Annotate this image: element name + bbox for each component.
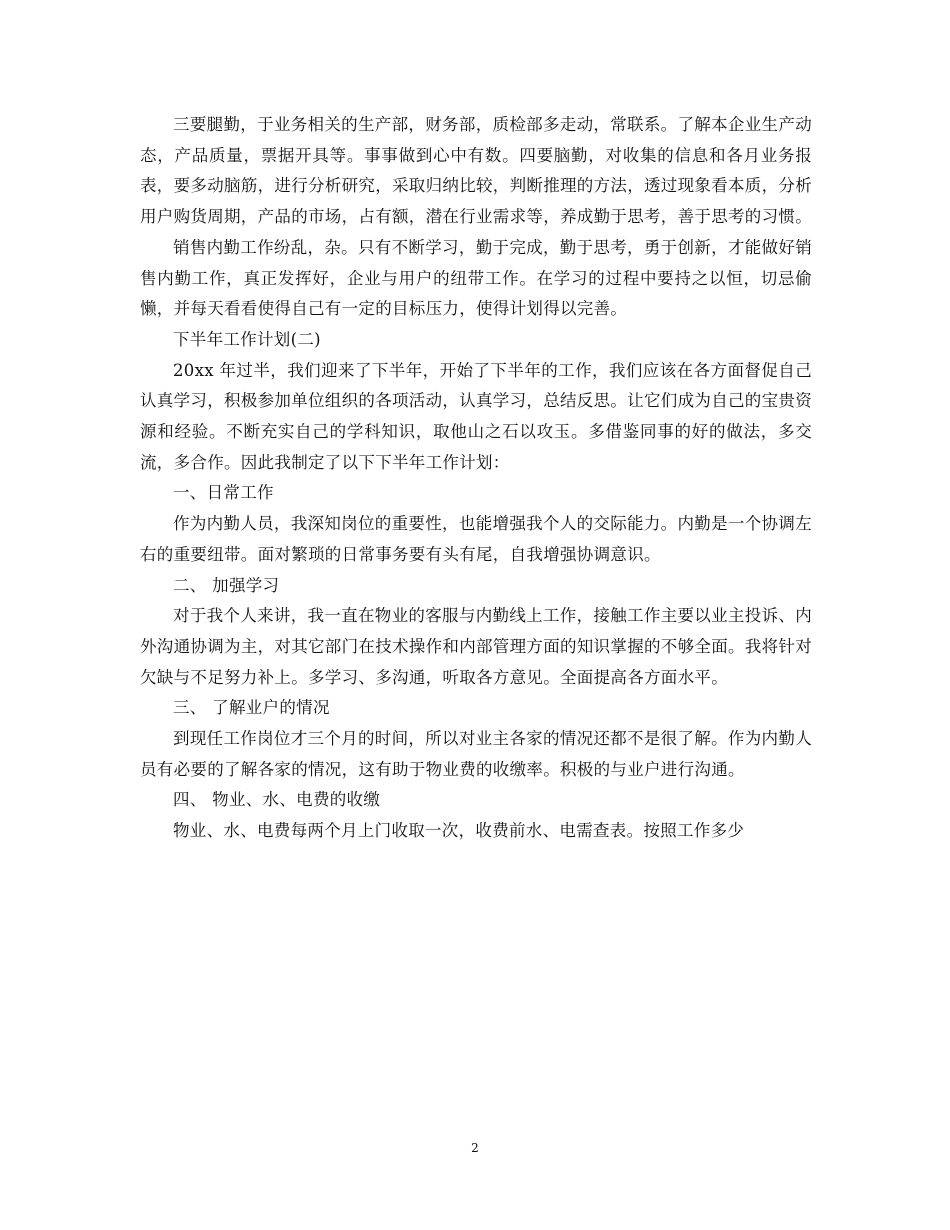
section-title-plan-two: 下半年工作计划(二) [173,329,321,349]
document-body [140,110,812,847]
heading-fee-collection: 四、 物业、水、电费的收缴 [173,790,381,810]
heading-daily-work: 一、日常工作 [173,483,274,503]
paragraph-work-habits: 三要腿勤，于业务相关的生产部，财务部，质检部多走动，常联系。了解本企业生产动态，产品质量，票据开具等。事事做到心中有数。四要脑勤，对收集的信息和各月业务报表，要多动脑筋，进行分析研究，采取归纳比较，判断推理的方法，透过现象看本质，分析用户购货周期，产品的市场，占有额，潜在行业需求等，养成勤于思考，善于思考的习惯。 [140,115,812,227]
paragraph-strengthen-study: 对于我个人来讲，我一直在物业的客服与内勤线上工作，接触工作主要以业主投诉、内外沟通协调为主，对其它部门在技术操作和内部管理方面的知识掌握的不够全面。我将针对欠缺与不足努力补上。多学习、多沟通，听取各方意见。全面提高各方面水平。 [140,606,812,687]
heading-strengthen-study: 二、 加强学习 [173,575,280,595]
heading-understand-residents: 三、 了解业户的情况 [173,698,330,718]
paragraph-plan-intro: 20xx 年过半，我们迎来了下半年，开始了下半年的工作，我们应该在各方面督促自己认真学习，积极参加单位组织的各项活动，认真学习，总结反思。让它们成为自己的宝贵资源和经验。不断充实自己的学科知识，取他山之石以攻玉。多借鉴同事的好的做法，多交流，多合作。因此我制定了以下下半年工作计划： [140,360,812,472]
paragraph-understand-residents: 到现任工作岗位才三个月的时间，所以对业主各家的情况还都不是很了解。作为内勤人员有必要的了解各家的情况，这有助于物业费的收缴率。积极的与业户进行沟通。 [140,729,812,779]
paragraph-daily-work: 作为内勤人员，我深知岗位的重要性，也能增强我个人的交际能力。内勤是一个协调左右的重要纽带。面对繁琐的日常事务要有头有尾，自我增强协调意识。 [140,514,812,564]
page-number: 2 [471,1141,479,1155]
paragraph-fee-collection: 物业、水、电费每两个月上门收取一次，收费前水、电需查表。按照工作多少 [173,821,745,841]
paragraph-sales-duties: 销售内勤工作纷乱，杂。只有不断学习，勤于完成，勤于思考，勇于创新，才能做好销售内勤工作，真正发挥好，企业与用户的纽带工作。在学习的过程中要持之以恒，切忌偷懒，并每天看看使得自己有一定的目标压力，使得计划得以完善。 [140,237,812,319]
